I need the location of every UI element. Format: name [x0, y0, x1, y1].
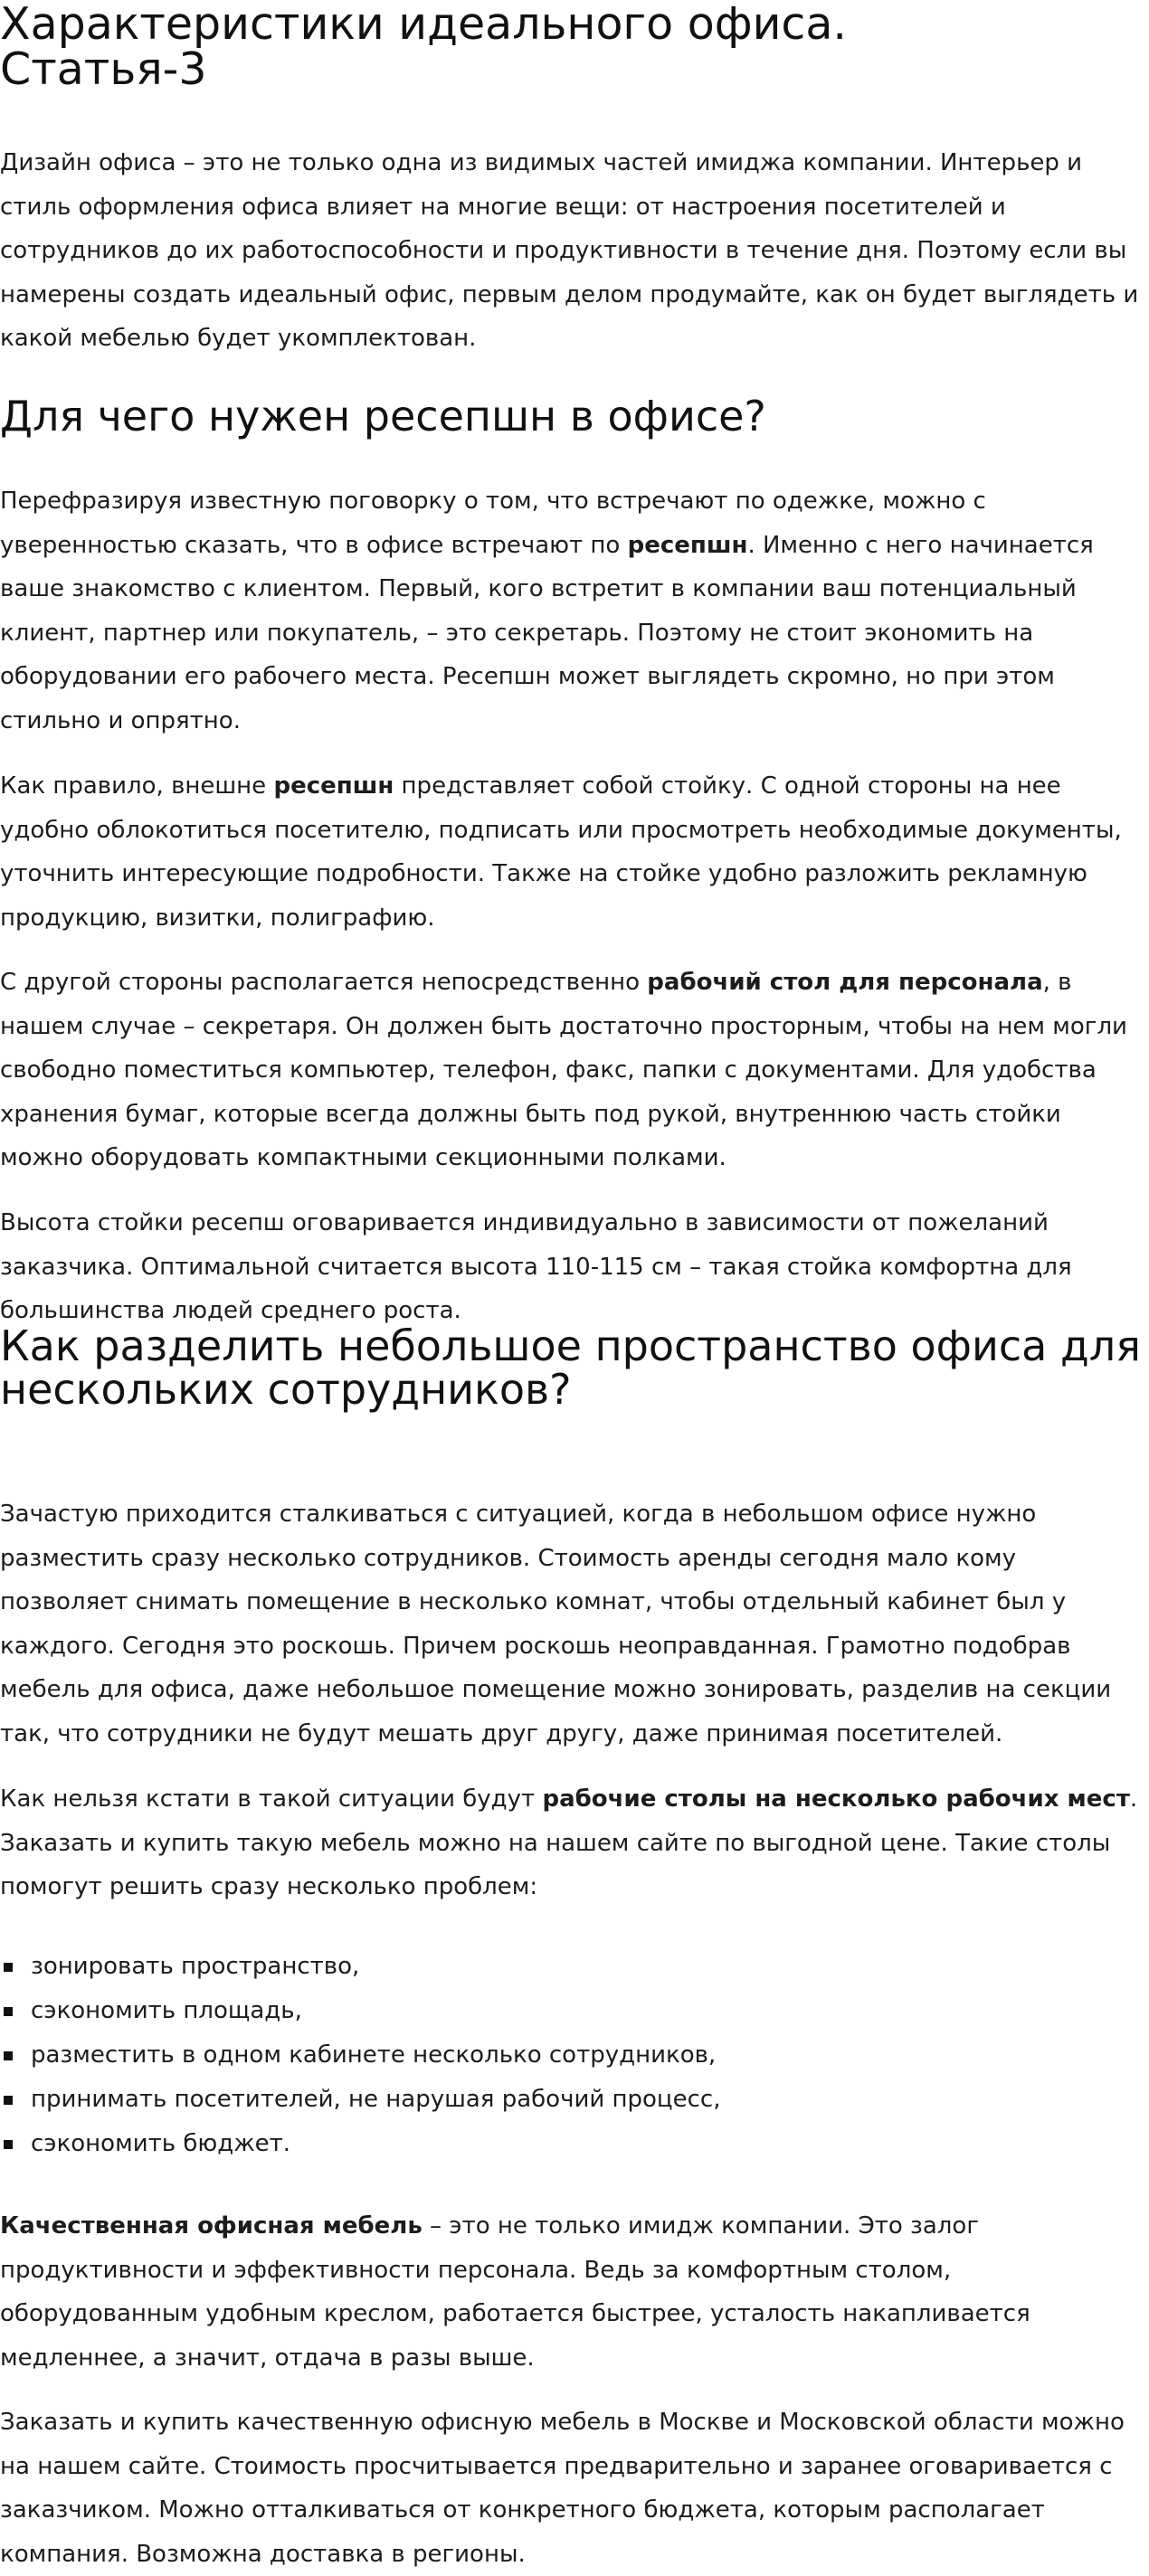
bold-term: рабочие столы на несколько рабочих мест	[542, 1785, 1130, 1813]
list-item	[0, 1989, 1145, 2033]
text-line: каждого. Сегодня это роскошь. Причем роскошь неоправданная. Грамотно подобрав	[0, 1632, 1071, 1660]
page-title-line: Статья-3	[0, 43, 207, 95]
text-segment: .	[1129, 1785, 1138, 1813]
intro-paragraph	[0, 141, 1145, 361]
text-line: Заказать и купить такую мебель можно на нашем сайте по выгодной цене. Такие столы	[0, 1829, 1111, 1857]
text-line: какой мебелью будет укомплектован.	[0, 325, 477, 352]
text-line: продукцию, визитки, полиграфию.	[0, 904, 435, 932]
heading-line: нескольких сотрудников?	[0, 1365, 572, 1414]
text-segment: Как правило, внешне	[0, 772, 274, 800]
text-segment: . Именно с него начинается	[747, 531, 1094, 559]
text-line: намерены создать идеальный офис, первым делом продумайте, как он будет выглядеть и	[0, 280, 1139, 308]
text-line: медленнее, а значит, отдача в разы выше.	[0, 2344, 535, 2372]
text-line: оборудовании его рабочего места. Ресепшн может выглядеть скромно, но при этом	[0, 663, 1055, 690]
list-item-text: разместить в одном кабинете несколько сотрудников,	[31, 2041, 717, 2069]
workspace-paragraph-3	[0, 2204, 1145, 2380]
text-line: заказчиком. Можно отталкиваться от конкретного бюджета, которым располагает	[0, 2496, 1045, 2524]
bullet-icon	[4, 2096, 13, 2105]
text-line: клиент, партнер или покупатель, – это секретарь. Поэтому не стоит экономить на	[0, 619, 1034, 647]
bullet-icon	[4, 2140, 13, 2149]
list-item-text: принимать посетителей, не нарушая рабочий процесс,	[31, 2086, 721, 2113]
text-line: Перефразируя известную поговорку о том, что встречают по одежке, можно с	[0, 488, 986, 515]
bold-term: рабочий стол для персонала	[647, 969, 1043, 996]
bullet-icon	[4, 2051, 13, 2060]
bold-term: ресепшн	[273, 772, 394, 800]
bold-term: ресепшн	[627, 531, 748, 559]
text-line: на нашем сайте. Стоимость просчитывается предварительно и заранее оговаривается с	[0, 2452, 1113, 2480]
section-heading-reception: Для чего нужен ресепшн в офисе?	[0, 392, 766, 440]
text-line: Высота стойки ресепш оговаривается индивидуально в зависимости от пожеланий	[0, 1209, 1049, 1236]
text-line: Дизайн офиса – это не только одна из видимых частей имиджа компании. Интерьер и	[0, 149, 1083, 176]
reception-paragraph-1	[0, 479, 1145, 743]
text-line: разместить сразу несколько сотрудников. Стоимость аренды сегодня мало кому	[0, 1544, 1016, 1572]
text-line: ваше знакомство с клиентом. Первый, кого встретит в компании ваш потенциальный	[0, 575, 1077, 602]
text-segment: представляет собой стойку. С одной стороны на нее	[394, 772, 1061, 800]
text-segment: уверенностью сказать, что в офисе встречают по	[0, 531, 628, 559]
list-item	[0, 2033, 1145, 2078]
benefits-list	[0, 1945, 1145, 2166]
workspace-paragraph-4	[0, 2401, 1145, 2576]
text-segment: , в	[1042, 969, 1072, 996]
list-item-text: сэкономить площадь,	[31, 1997, 302, 2024]
bold-term: Качественная офисная мебель	[0, 2212, 423, 2240]
reception-paragraph-3	[0, 961, 1145, 1180]
text-line: Зачастую приходится сталкиваться с ситуацией, когда в небольшом офисе нужно	[0, 1501, 1037, 1528]
heading-line: Как разделить небольшое пространство офиса для	[0, 1321, 1141, 1370]
text-line: можно оборудовать компактными секционными полками.	[0, 1144, 726, 1171]
text-line: помогут решить сразу несколько проблем:	[0, 1873, 538, 1900]
text-line: стильно и опрятно.	[0, 706, 241, 734]
text-line: продуктивности и эффективности персонала. Ведь за комфортным столом,	[0, 2256, 952, 2284]
text-line: Заказать и купить качественную офисную мебель в Москве и Московской области можно	[0, 2409, 1125, 2436]
text-line: стиль оформления офиса влияет на многие вещи: от настроения посетителей и	[0, 193, 1006, 221]
text-line: так, что сотрудники не будут мешать друг другу, даже принимая посетителей.	[0, 1719, 1003, 1747]
text-line: мебель для офиса, даже небольшое помещение можно зонировать, разделив на секции	[0, 1676, 1112, 1703]
text-line: нашем случае – секретаря. Он должен быть достаточно просторным, чтобы на нем могли	[0, 1012, 1127, 1040]
text-segment: С другой стороны располагается непосредственно	[0, 969, 648, 996]
text-line: компания. Возможна доставка в регионы.	[0, 2540, 526, 2568]
list-item	[0, 2122, 1145, 2166]
text-line: удобно облокотиться посетителю, подписать или просмотреть необходимые документы,	[0, 816, 1122, 844]
list-item-text: сэкономить бюджет.	[31, 2130, 291, 2157]
text-line: оборудованным удобным креслом, работается быстрее, усталость накапливается	[0, 2300, 1030, 2327]
text-line: сотрудников до их работоспособности и продуктивности в течение дня. Поэтому если вы	[0, 237, 1127, 264]
reception-paragraph-4	[0, 1201, 1145, 1333]
text-line: уточнить интересующие подробности. Также на стойке удобно разложить рекламную	[0, 860, 1087, 887]
bullet-icon	[4, 1963, 13, 1972]
text-line: заказчика. Оптимальной считается высота 110-115 см – такая стойка комфортна для	[0, 1253, 1072, 1281]
text-line: позволяет снимать помещение в несколько комнат, чтобы отдельный кабинет был у	[0, 1588, 1067, 1615]
list-item	[0, 2078, 1145, 2122]
workspace-paragraph-2	[0, 1777, 1145, 1909]
page-title-line: Характеристики идеального офиса.	[0, 0, 847, 50]
workspace-paragraph-1	[0, 1492, 1145, 1756]
text-line: большинства людей среднего роста.	[0, 1297, 461, 1324]
list-item-text: зонировать пространство,	[31, 1953, 360, 1980]
text-line: свободно поместиться компьютер, телефон, факс, папки с документами. Для удобства	[0, 1056, 1097, 1084]
list-item	[0, 1945, 1145, 1989]
text-line: хранения бумаг, которые всегда должны быть под рукой, внутреннюю часть стойки	[0, 1100, 1061, 1128]
section-heading-workspace	[0, 1321, 1145, 1414]
text-segment: Как нельзя кстати в такой ситуации будут	[0, 1785, 543, 1813]
reception-paragraph-2	[0, 764, 1145, 940]
bullet-icon	[4, 2007, 13, 2016]
page-title	[0, 0, 1145, 95]
text-segment: – это не только имидж компании. Это залог	[422, 2212, 979, 2240]
